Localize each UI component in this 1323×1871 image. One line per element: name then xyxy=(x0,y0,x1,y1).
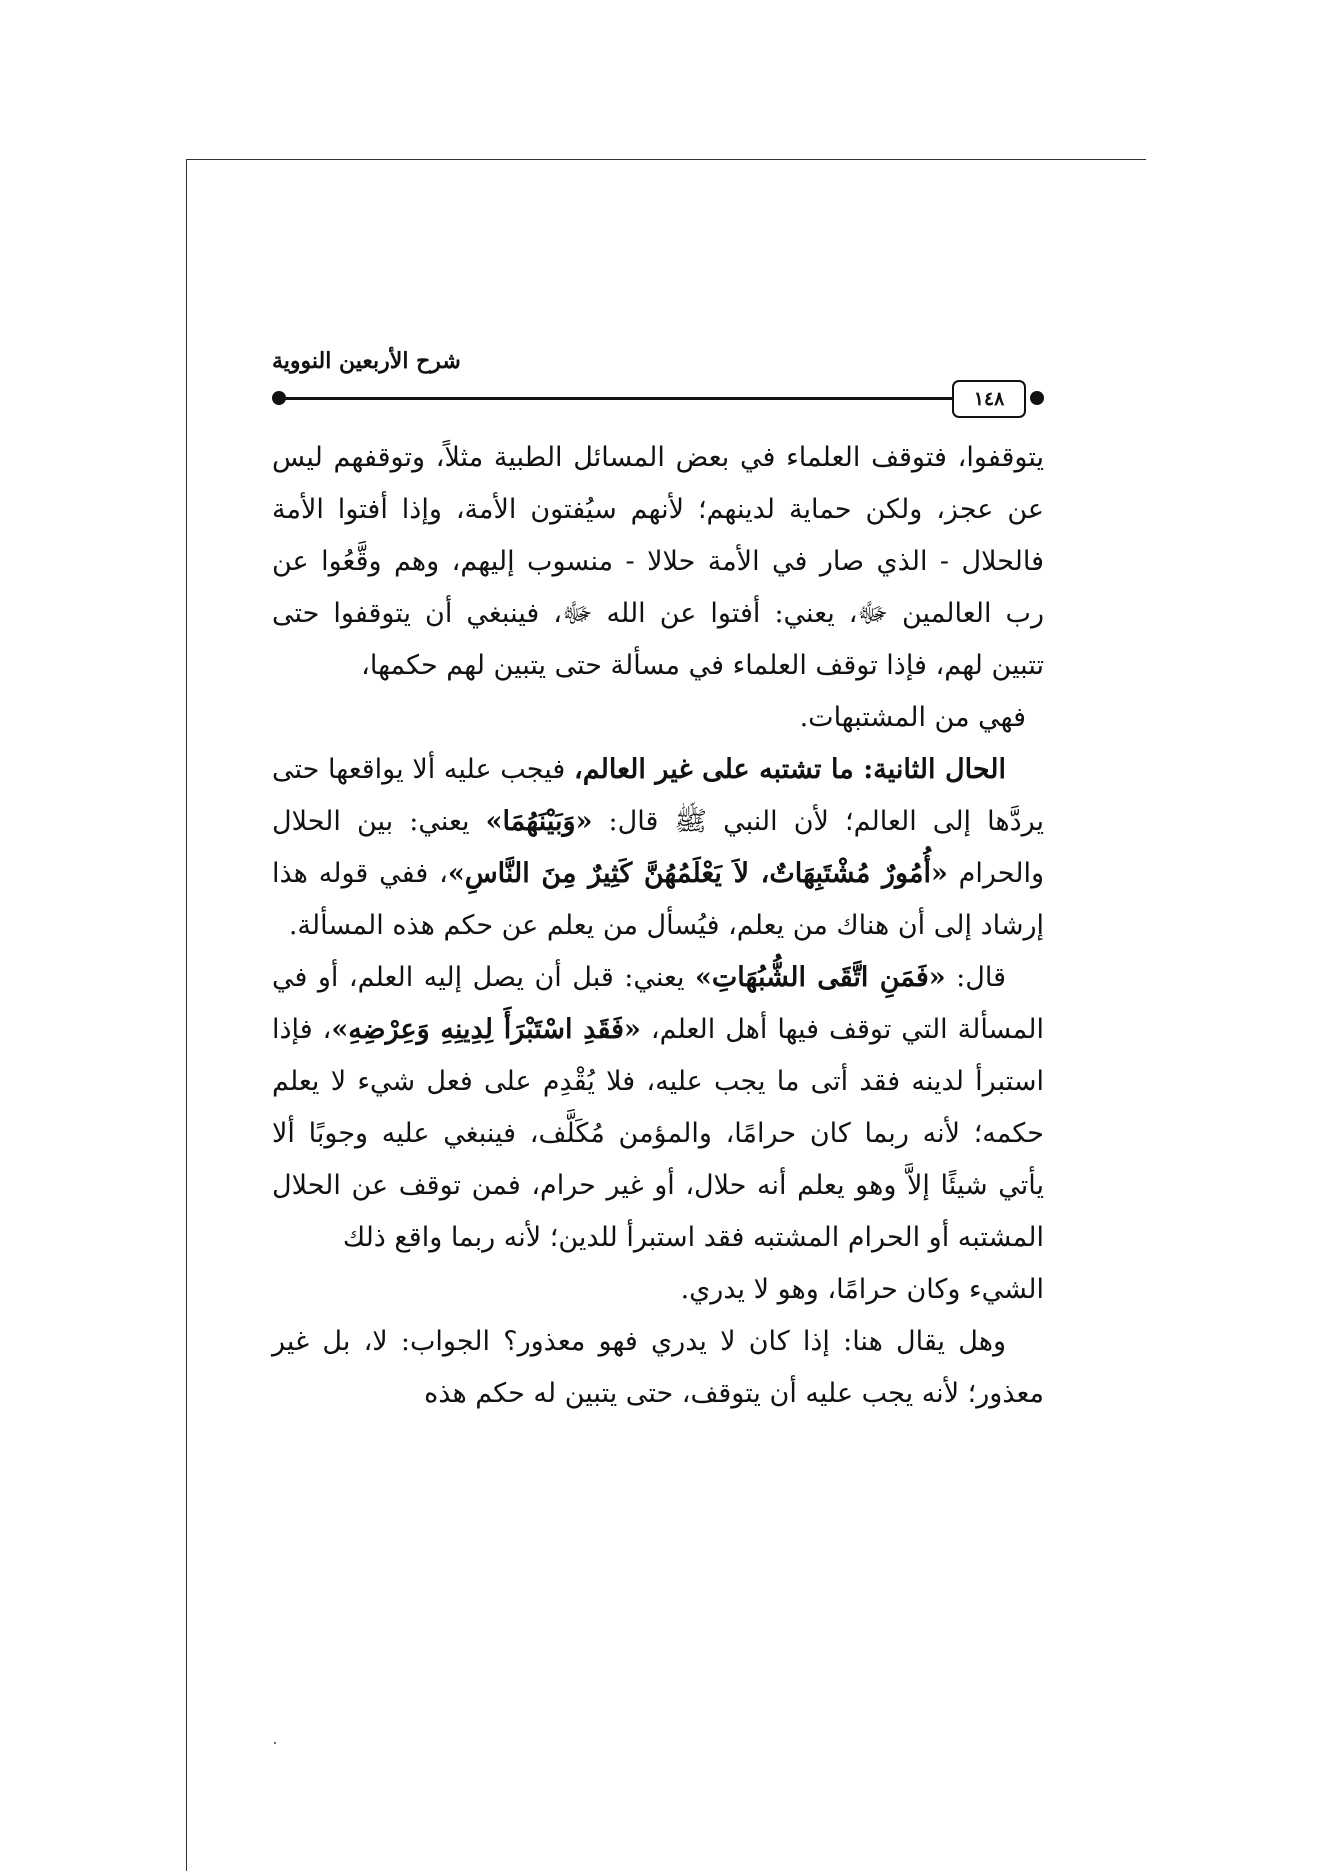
hadith-quote: «وَبَيْنَهُمَا» xyxy=(485,806,593,837)
paragraph-text: يتوقفوا، فتوقف العلماء في بعض المسائل الطبية مثلاً، وتوقفهم ليس عن عجز، ولكن حماية لدينهم؛ لأنهم سيُفتون الأمة، وإذا أفتوا الأمة فالحلال - الذي صار في الأمة حلالا - منسوب إليهم، وهم وقَّعُوا عن رب العالمين ﷻ، يعني: أفتوا عن الله ﷻ، فينبغي أن يتوقفوا حتى تتبين لهم، فإذا توقف العلماء في مسألة حتى يتبين لهم حكمها، xyxy=(272,442,1044,681)
header-ornament-dot-icon xyxy=(1030,391,1044,405)
paragraph-text: فيجب عليه ألا يواقعها حتى يردَّها إلى العالم؛ لأن النبي ﷺ قال: xyxy=(272,754,1045,837)
paragraph-1 xyxy=(272,432,1044,692)
paragraph-text: وهل يقال هنا: إذا كان لا يدري فهو معذور؟ الجواب: لا، بل غير معذور؛ لأنه يجب عليه أن يتوقف، حتى يتبين له حكم هذه xyxy=(272,1326,1044,1409)
header-ornament-dot-icon xyxy=(272,391,286,405)
header-title: شرح الأربعين النووية xyxy=(272,348,461,374)
paragraph-text: قال: xyxy=(945,962,1006,993)
scan-frame-left xyxy=(186,159,187,1871)
paragraph-text: الشيء وكان حرامًا، وهو لا يدري. xyxy=(680,1274,1044,1305)
hadith-quote: «أُمُورٌ مُشْتَبِهَاتٌ، لاَ يَعْلَمُهُنَّ كَثِيرٌ مِنَ النَّاسِ» xyxy=(447,858,948,889)
hadith-quote: «فَقَدِ اسْتَبْرَأَ لِدِينِهِ وَعِرْضِهِ» xyxy=(331,1014,641,1045)
paragraph-text: ، ففي قوله هذا إرشاد إلى أن هناك من يعلم، فيُسأل من يعلم عن حكم هذه المسألة. xyxy=(272,858,1044,941)
header-rule xyxy=(278,397,952,400)
paragraph-2 xyxy=(272,744,1044,952)
paragraph-3-end xyxy=(272,1264,1044,1316)
hadith-quote: «فَمَنِ اتَّقَى الشُّبُهَاتِ» xyxy=(695,962,946,993)
paragraph-text: ، فإذا استبرأ لدينه فقد أتى ما يجب عليه، فلا يُقْدِم على فعل شيء لا يعلم حكمه؛ لأنه ربما كان حرامًا، والمؤمن مُكَلَّف، فينبغي عليه وجوبًا ألا يأتي شيئًا إلاَّ وهو يعلم أنه حلال، أو غير حرام، فمن توقف عن الحلال المشتبه أو الحرام المشتبه فقد استبرأ للدين؛ لأنه ربما واقع ذلك xyxy=(272,1014,1044,1253)
paragraph-1-end xyxy=(272,692,1044,744)
section-heading: الحال الثانية: ما تشتبه على غير العالم، xyxy=(574,754,1006,785)
paragraph-3 xyxy=(272,952,1044,1264)
page-number: ١٤٨ xyxy=(952,380,1026,418)
paragraph-text: يعني: بين الحلال والحرام xyxy=(272,806,1044,889)
paragraph-text: فهي من المشتبهات. xyxy=(799,702,1026,733)
page-body xyxy=(272,432,1044,1420)
paragraph-4 xyxy=(272,1316,1044,1420)
paragraph-text: يعني: قبل أن يصل إليه العلم، أو في المسألة التي توقف فيها أهل العلم، xyxy=(272,962,1044,1045)
scan-frame-top xyxy=(186,159,1146,160)
scan-speck xyxy=(274,1742,276,1744)
running-header xyxy=(272,340,1044,430)
